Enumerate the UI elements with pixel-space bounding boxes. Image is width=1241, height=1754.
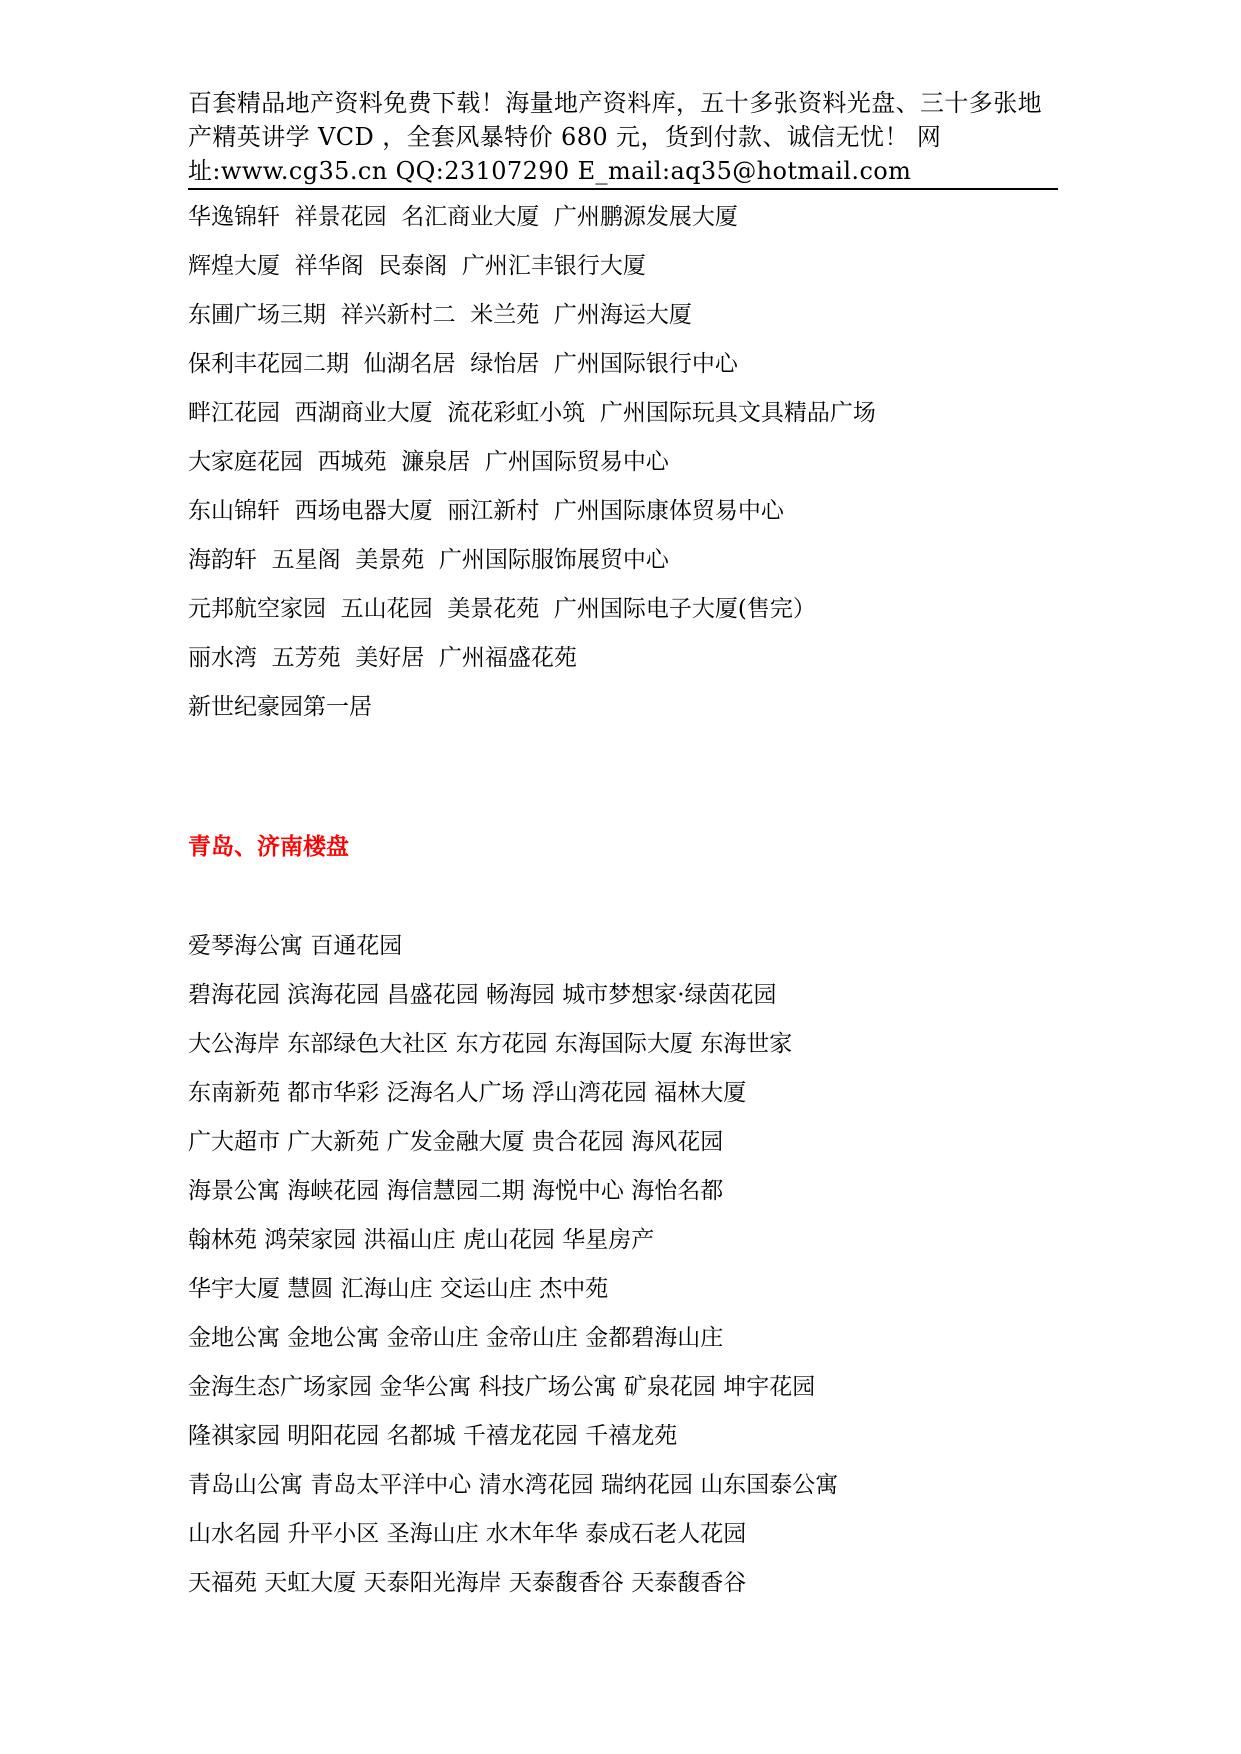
list-item: 青岛山公寓 青岛太平洋中心 清水湾花园 瑞纳花园 山东国泰公寓 bbox=[188, 1472, 839, 1498]
header-line-1: 百套精品地产资料免费下载！海量地产资料库，五十多张资料光盘、三十多张地 bbox=[188, 89, 1042, 117]
list-item: 海韵轩 五星阁 美景苑 广州国际服饰展贸中心 bbox=[188, 547, 669, 573]
list-item: 华宇大厦 慧圆 汇海山庄 交运山庄 杰中苑 bbox=[188, 1276, 609, 1302]
list-item: 元邦航空家园 五山花园 美景花苑 广州国际电子大厦(售完） bbox=[188, 596, 816, 622]
list-item: 翰林苑 鸿荣家园 洪福山庄 虎山花园 华星房产 bbox=[188, 1227, 655, 1253]
list-item: 金海生态广场家园 金华公寓 科技广场公寓 矿泉花园 坤宇花园 bbox=[188, 1374, 816, 1400]
list-item: 东山锦轩 西场电器大厦 丽江新村 广州国际康体贸易中心 bbox=[188, 498, 784, 524]
list-item: 爱琴海公寓 百通花园 bbox=[188, 933, 403, 959]
list-item: 大家庭花园 西城苑 濂泉居 广州国际贸易中心 bbox=[188, 449, 669, 475]
list-item: 东圃广场三期 祥兴新村二 米兰苑 广州海运大厦 bbox=[188, 302, 692, 328]
list-item: 金地公寓 金地公寓 金帝山庄 金帝山庄 金都碧海山庄 bbox=[188, 1325, 724, 1351]
page-header bbox=[188, 86, 1056, 188]
list-item: 天福苑 天虹大厦 天泰阳光海岸 天泰馥香谷 天泰馥香谷 bbox=[188, 1570, 747, 1596]
list-item: 华逸锦轩 祥景花园 名汇商业大厦 广州鹏源发展大厦 bbox=[188, 204, 738, 230]
list-item: 保利丰花园二期 仙湖名居 绿怡居 广州国际银行中心 bbox=[188, 351, 738, 377]
list-item: 山水名园 升平小区 圣海山庄 水木年华 泰成石老人花园 bbox=[188, 1521, 747, 1547]
header-line-3: 址:www.cg35.cn QQ:23107290 E_mail:aq35@hotmail.com bbox=[188, 157, 912, 185]
list-item: 碧海花园 滨海花园 昌盛花园 畅海园 城市梦想家·绿茵花园 bbox=[188, 982, 777, 1008]
list-item: 辉煌大厦 祥华阁 民泰阁 广州汇丰银行大厦 bbox=[188, 253, 646, 279]
header-divider bbox=[188, 188, 1058, 190]
list-item: 畔江花园 西湖商业大厦 流花彩虹小筑 广州国际玩具文具精品广场 bbox=[188, 400, 876, 426]
guangzhou-property-list bbox=[188, 197, 1088, 736]
list-item: 隆祺家园 明阳花园 名都城 千禧龙花园 千禧龙苑 bbox=[188, 1423, 678, 1449]
list-item: 东南新苑 都市华彩 泛海名人广场 浮山湾花园 福林大厦 bbox=[188, 1080, 747, 1106]
qingdao-property-list bbox=[188, 926, 1088, 1612]
qingdao-jinan-section-heading: 青岛、济南楼盘 bbox=[188, 834, 349, 860]
list-item: 丽水湾 五芳苑 美好居 广州福盛花苑 bbox=[188, 645, 577, 671]
list-item: 大公海岸 东部绿色大社区 东方花园 东海国际大厦 东海世家 bbox=[188, 1031, 793, 1057]
list-item: 广大超市 广大新苑 广发金融大厦 贵合花园 海风花园 bbox=[188, 1129, 724, 1155]
list-item: 海景公寓 海峡花园 海信慧园二期 海悦中心 海怡名都 bbox=[188, 1178, 724, 1204]
list-item: 新世纪豪园第一居 bbox=[188, 694, 372, 720]
header-line-2: 产精英讲学 VCD ，全套风暴特价 680 元，货到付款、诚信无忧！ 网 bbox=[188, 123, 942, 151]
